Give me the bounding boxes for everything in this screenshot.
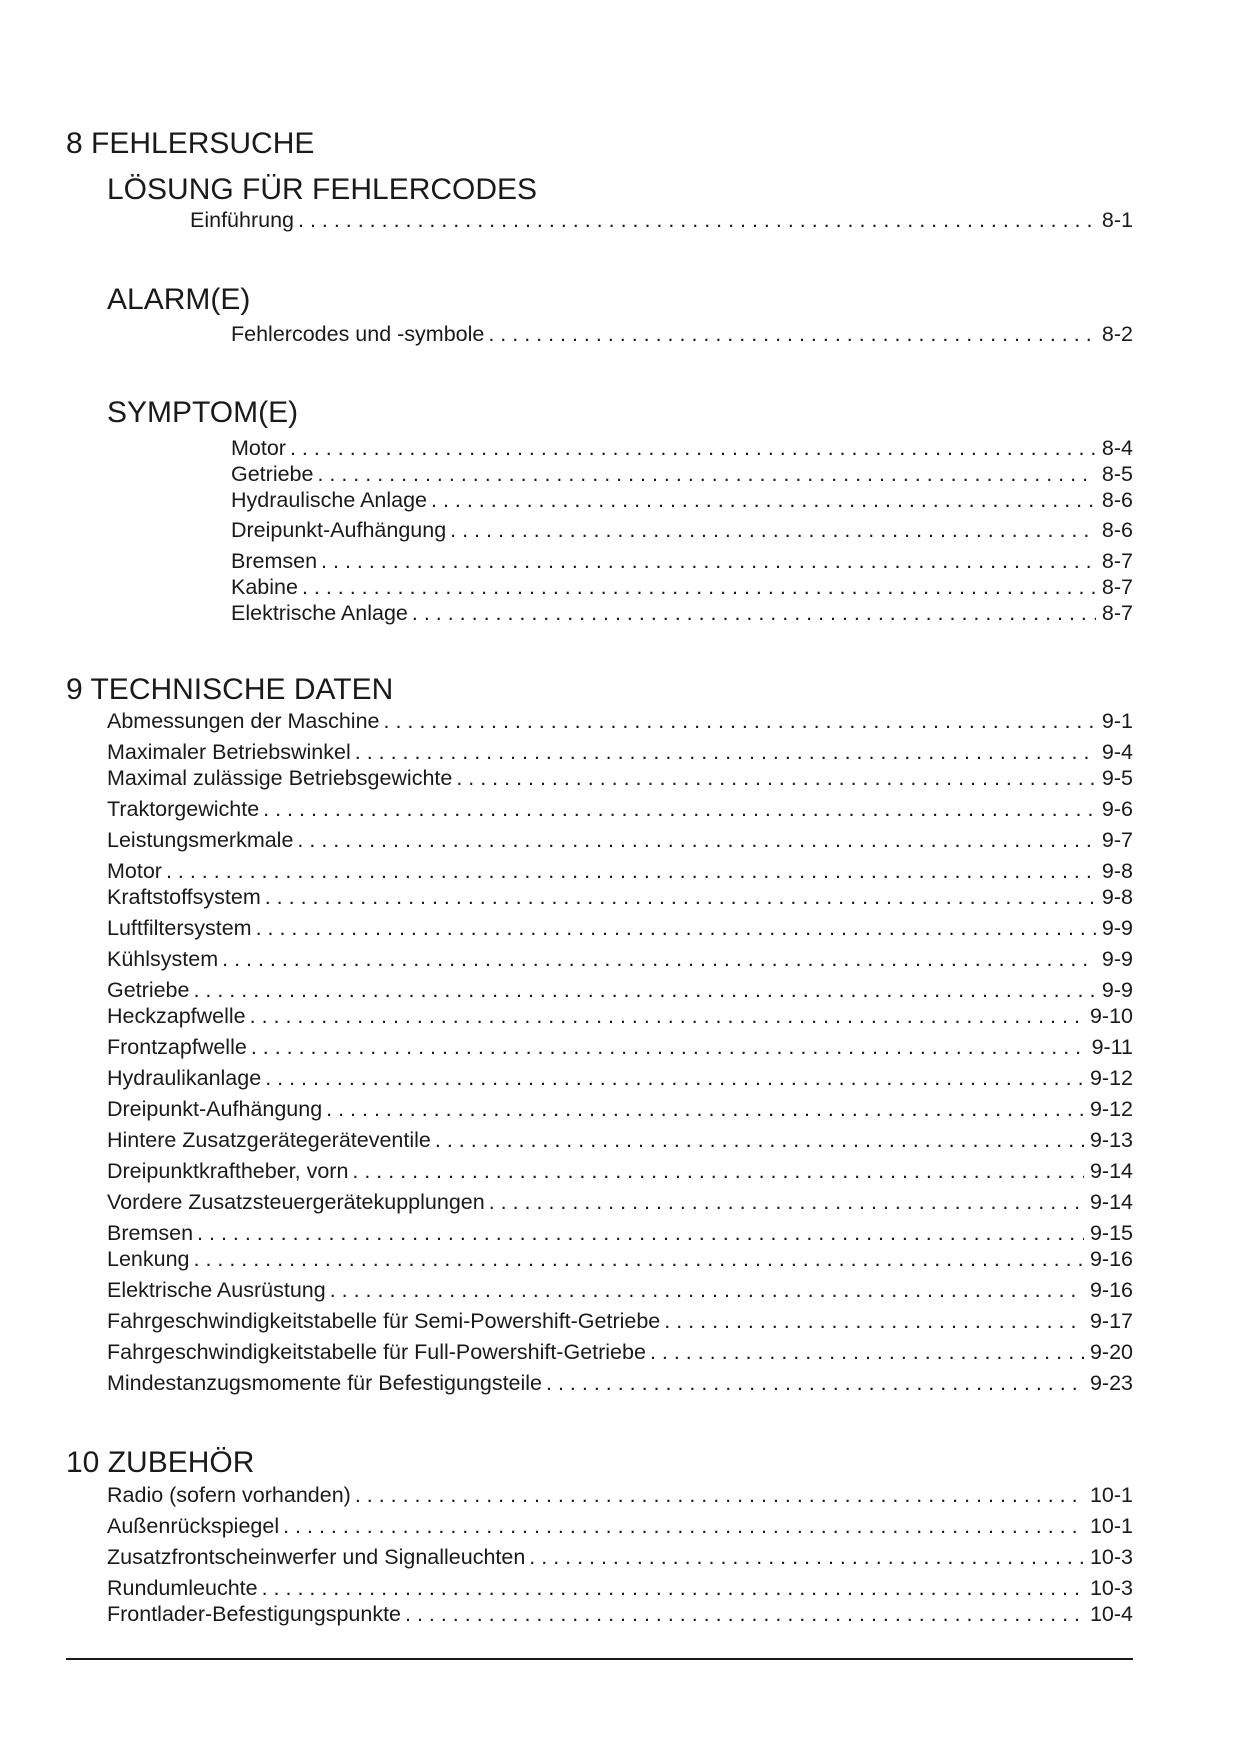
toc-entry-label: Radio (sofern vorhanden) [107, 1483, 351, 1507]
toc-entry-label: Frontlader-Befestigungspunkte [107, 1602, 402, 1626]
toc-entry[interactable] [107, 796, 1133, 822]
dot-leader [263, 796, 1096, 822]
dot-leader [529, 1544, 1084, 1570]
toc-entry[interactable] [107, 1575, 1133, 1601]
toc-entry-label: Vordere Zusatzsteuergerätekupplungen [107, 1190, 485, 1214]
toc-entry[interactable] [107, 1544, 1133, 1570]
toc-entry-label: Hintere Zusatzgerätegeräteventile [107, 1128, 431, 1152]
dot-leader [488, 321, 1096, 347]
toc-entry[interactable] [231, 487, 1133, 513]
toc-entry-label: Elektrische Ausrüstung [107, 1278, 326, 1302]
toc-entry[interactable] [107, 1034, 1133, 1060]
dot-leader [321, 548, 1096, 574]
dot-leader [355, 1482, 1084, 1508]
toc-entry-page: 9-14 [1089, 1190, 1133, 1214]
toc-entry[interactable] [107, 884, 1133, 910]
toc-entry[interactable] [107, 858, 1133, 884]
chapter-title-10: 10 ZUBEHÖR [66, 1446, 255, 1479]
toc-entry[interactable] [107, 1189, 1133, 1215]
toc-entry-label: Einführung [190, 208, 294, 232]
toc-entry[interactable] [231, 600, 1133, 626]
toc-entry-label: Zusatzfrontscheinwerfer und Signalleuchten [107, 1545, 526, 1569]
dot-leader [352, 1158, 1084, 1184]
toc-entry[interactable] [107, 1003, 1133, 1029]
toc-entry-label: Getriebe [231, 462, 314, 486]
toc-entry[interactable] [107, 1370, 1133, 1396]
toc-entry-label: Kraftstoffsystem [107, 885, 261, 909]
dot-leader [193, 977, 1095, 1003]
dot-leader [256, 915, 1096, 941]
toc-entry[interactable] [107, 1220, 1133, 1246]
toc-entry-label: Kabine [231, 575, 298, 599]
toc-entry-page: 10-4 [1089, 1602, 1133, 1626]
toc-entry-label: Rundumleuchte [107, 1576, 258, 1600]
dot-leader [489, 1189, 1084, 1215]
toc-entry-label: Dreipunkt-Aufhängung [107, 1097, 323, 1121]
toc-entry-page: 9-8 [1101, 859, 1133, 883]
chapter-title-9: 9 TECHNISCHE DATEN [66, 673, 394, 706]
toc-entry-page: 9-15 [1089, 1221, 1133, 1245]
toc-entry-page: 8-2 [1101, 322, 1133, 346]
toc-entry-page: 8-5 [1101, 462, 1133, 486]
toc-entry-label: Getriebe [107, 978, 190, 1002]
toc-entry-label: Fahrgeschwindigkeitstabelle für Semi-Powershift-Getriebe [107, 1309, 661, 1333]
toc-entry-label: Motor [107, 859, 162, 883]
dot-leader [664, 1308, 1084, 1334]
toc-entry-page: 9-20 [1089, 1340, 1133, 1364]
toc-entry-page: 8-6 [1101, 488, 1133, 512]
dot-leader [326, 1096, 1084, 1122]
toc-entry-label: Hydraulikanlage [107, 1066, 262, 1090]
dot-leader [290, 435, 1096, 461]
toc-entry-page: 8-7 [1101, 575, 1133, 599]
toc-entry-page: 9-9 [1101, 978, 1133, 1002]
toc-entry-label: Dreipunkt-Aufhängung [231, 518, 447, 542]
toc-entry-label: Luftfiltersystem [107, 916, 252, 940]
toc-entry-page: 9-17 [1089, 1309, 1133, 1333]
toc-entry[interactable] [107, 1246, 1133, 1272]
toc-entry-label: Bremsen [107, 1221, 194, 1245]
toc-entry-label: Mindestanzugsmomente für Befestigungsteile [107, 1371, 543, 1395]
toc-entry-label: Elektrische Anlage [231, 601, 408, 625]
toc-entry-label: Fahrgeschwindigkeitstabelle für Full-Powershift-Getriebe [107, 1340, 646, 1364]
toc-entry-page: 9-11 [1091, 1035, 1133, 1059]
toc-entry-page: 10-1 [1089, 1483, 1133, 1507]
toc-entry[interactable] [107, 1482, 1133, 1508]
dot-leader [435, 1127, 1084, 1153]
toc-entry-page: 9-16 [1089, 1247, 1133, 1271]
dot-leader [355, 739, 1096, 765]
toc-entry-label: Abmessungen der Maschine [107, 709, 380, 733]
toc-entry-page: 8-4 [1101, 436, 1133, 460]
toc-entry-page: 9-8 [1101, 885, 1133, 909]
toc-entry-label: Motor [231, 436, 286, 460]
section-title-symptom: SYMPTOM(E) [107, 396, 299, 429]
toc-entry[interactable] [107, 915, 1133, 941]
toc-entry[interactable] [107, 1158, 1133, 1184]
toc-entry-label: Leistungsmerkmale [107, 828, 294, 852]
toc-entry[interactable] [190, 207, 1133, 233]
dot-leader [265, 1065, 1084, 1091]
toc-entry-page: 9-4 [1101, 740, 1133, 764]
dot-leader [450, 517, 1096, 543]
toc-entry-page: 9-9 [1101, 916, 1133, 940]
dot-leader [222, 946, 1096, 972]
dot-leader [265, 884, 1096, 910]
toc-entry[interactable] [231, 548, 1133, 574]
toc-entry-label: Lenkung [107, 1247, 190, 1271]
toc-entry-label: Maximaler Betriebswinkel [107, 740, 351, 764]
toc-entry-label: Traktorgewichte [107, 797, 260, 821]
toc-entry[interactable] [107, 765, 1133, 791]
dot-leader [384, 708, 1096, 734]
toc-entry-page: 8-7 [1101, 549, 1133, 573]
dot-leader [330, 1277, 1084, 1303]
dot-leader [250, 1003, 1084, 1029]
toc-entry-label: Fehlercodes und -symbole [231, 322, 485, 346]
dot-leader [262, 1575, 1084, 1601]
dot-leader [650, 1339, 1084, 1365]
toc-entry[interactable] [231, 321, 1133, 347]
toc-entry-page: 10-3 [1089, 1545, 1133, 1569]
toc-entry[interactable] [107, 977, 1133, 1003]
toc-entry[interactable] [107, 946, 1133, 972]
toc-entry-page: 9-16 [1089, 1278, 1133, 1302]
toc-entry-page: 9-9 [1101, 947, 1133, 971]
section-title-alarm: ALARM(E) [107, 283, 251, 316]
toc-entry-page: 9-7 [1101, 828, 1133, 852]
toc-entry-label: Heckzapfwelle [107, 1004, 246, 1028]
dot-leader [317, 461, 1095, 487]
footer-rule [66, 1658, 1133, 1660]
toc-entry[interactable] [107, 739, 1133, 765]
toc-entry-label: Frontzapfwelle [107, 1035, 247, 1059]
section-title-loesung: LÖSUNG FÜR FEHLERCODES [107, 173, 538, 206]
dot-leader [298, 207, 1096, 233]
chapter-title-8: 8 FEHLERSUCHE [66, 127, 315, 160]
dot-leader [197, 1220, 1084, 1246]
toc-entry-page: 9-14 [1089, 1159, 1133, 1183]
dot-leader [456, 765, 1096, 791]
dot-leader [412, 600, 1096, 626]
dot-leader [431, 487, 1096, 513]
toc-entry[interactable] [107, 1339, 1133, 1365]
toc-entry-label: Außenrückspiegel [107, 1514, 280, 1538]
dot-leader [405, 1601, 1084, 1627]
toc-entry[interactable] [107, 708, 1133, 734]
toc-entry[interactable] [231, 461, 1133, 487]
toc-entry-label: Maximal zulässige Betriebsgewichte [107, 766, 453, 790]
dot-leader [297, 827, 1096, 853]
toc-entry-page: 9-12 [1089, 1066, 1133, 1090]
toc-entry[interactable] [107, 1513, 1133, 1539]
toc-entry-page: 10-1 [1089, 1514, 1133, 1538]
toc-entry-page: 9-23 [1089, 1371, 1133, 1395]
toc-entry-page: 9-1 [1101, 709, 1133, 733]
dot-leader [302, 574, 1096, 600]
dot-leader [283, 1513, 1084, 1539]
toc-entry-page: 9-12 [1089, 1097, 1133, 1121]
dot-leader [166, 858, 1096, 884]
toc-entry[interactable] [107, 1277, 1133, 1303]
toc-entry[interactable] [107, 1308, 1133, 1334]
toc-entry[interactable] [107, 1096, 1133, 1122]
toc-entry-page: 9-6 [1101, 797, 1133, 821]
toc-entry[interactable] [107, 827, 1133, 853]
toc-entry[interactable] [107, 1127, 1133, 1153]
toc-entry-page: 8-7 [1101, 601, 1133, 625]
dot-leader [194, 1246, 1084, 1272]
toc-entry-page: 9-10 [1089, 1004, 1133, 1028]
toc-entry-label: Dreipunktkraftheber, vorn [107, 1159, 349, 1183]
toc-entry[interactable] [231, 435, 1133, 461]
toc-entry[interactable] [231, 574, 1133, 600]
toc-entry-label: Kühlsystem [107, 947, 219, 971]
toc-entry-page: 8-1 [1101, 208, 1133, 232]
dot-leader [251, 1034, 1086, 1060]
toc-entry[interactable] [107, 1065, 1133, 1091]
toc-entry[interactable] [231, 517, 1133, 543]
toc-entry-page: 8-6 [1101, 518, 1133, 542]
toc-entry-page: 9-5 [1101, 766, 1133, 790]
toc-entry-label: Bremsen [231, 549, 318, 573]
toc-entry-page: 9-13 [1089, 1128, 1133, 1152]
dot-leader [546, 1370, 1084, 1396]
toc-entry-label: Hydraulische Anlage [231, 488, 428, 512]
toc-entry[interactable] [107, 1601, 1133, 1627]
toc-entry-page: 10-3 [1089, 1576, 1133, 1600]
